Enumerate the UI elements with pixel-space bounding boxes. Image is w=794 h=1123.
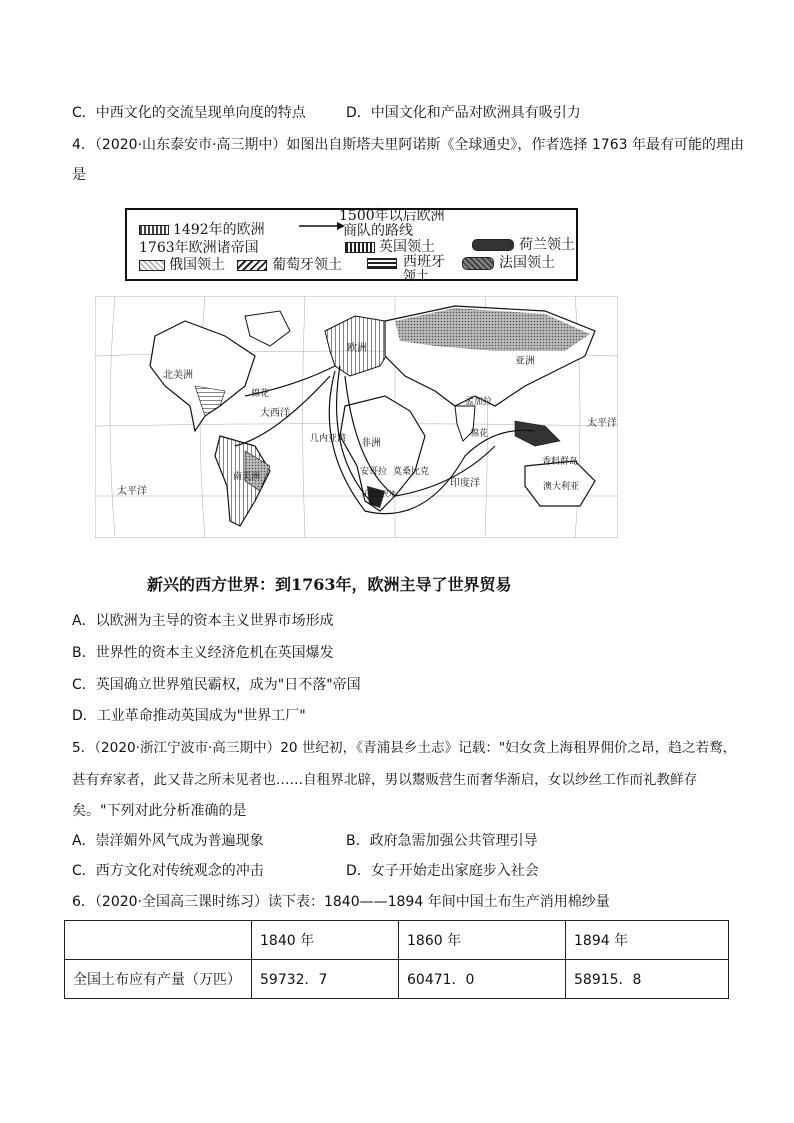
- q4-option-a: A．以欧洲为主导的资本主义世界市场形成: [72, 613, 334, 629]
- table-cell: 60471．0: [399, 960, 566, 999]
- legend-dutch: 荷兰领土: [519, 237, 575, 253]
- russian-swatch: [139, 260, 165, 271]
- europe-1492-swatch: [139, 225, 169, 235]
- table-header-row: [65, 921, 729, 960]
- q5-option-a: A．崇洋媚外风气成为普遍现象: [72, 833, 264, 849]
- label-south-america: 南美洲: [233, 472, 261, 482]
- label-north-america: 北美洲: [163, 370, 193, 381]
- table-cell: 58915．8: [566, 960, 729, 999]
- label-calcutta: 孟加拉: [465, 397, 493, 407]
- route-arrow-icon: [297, 220, 347, 232]
- label-asia: 亚洲: [515, 356, 535, 367]
- table-header-cell: 1860 年: [399, 921, 566, 960]
- british-swatch: [345, 242, 375, 253]
- portuguese-swatch: [237, 260, 267, 271]
- table-header-cell: 1894 年: [566, 921, 729, 960]
- label-africa: 非洲: [361, 438, 381, 449]
- q4-stem-line2: 是: [72, 167, 86, 183]
- q4-option-b: B．世界性的资本主义经济危机在英国爆发: [72, 645, 334, 661]
- q6-stem: 6．（2020·全国高三课时练习）读下表：1840——1894 年间中国土布生产消用棉纱量: [72, 894, 610, 910]
- q3-option-d: D．中国文化和产品对欧洲具有吸引力: [346, 105, 581, 121]
- legend-route-line1: 1500年以后欧洲: [339, 208, 445, 224]
- label-cotton-india: 棉花: [470, 429, 489, 439]
- label-pacific-left: 太平洋: [117, 486, 147, 497]
- legend-portuguese: 葡萄牙领土: [272, 257, 342, 273]
- cotton-table: [64, 920, 729, 999]
- table-header-cell: [65, 921, 252, 960]
- legend-british: 英国领土: [379, 239, 435, 255]
- label-spice-islands: 香料群岛: [542, 457, 579, 467]
- label-atlantic: 大西洋: [260, 408, 290, 419]
- q4-stem-line1: 4．（2020·山东泰安市·高三期中）如图出自斯塔夫里阿诺斯《全球通史》，作者选择 1763 年最有可能的理由: [72, 137, 744, 153]
- spanish-swatch: [367, 258, 397, 269]
- q5-option-d: D．女子开始走出家庭步入社会: [346, 863, 539, 879]
- legend-french: 法国领土: [499, 255, 555, 271]
- label-pacific-right: 太平洋: [587, 418, 617, 429]
- label-angola: 安哥拉: [360, 467, 388, 477]
- label-australia: 澳大利亚: [543, 482, 580, 492]
- legend-spanish-line2: 领土: [403, 269, 430, 284]
- label-cape: 开普殖民地: [361, 490, 396, 498]
- dutch-swatch: [472, 239, 514, 251]
- table-header-cell: 1840 年: [252, 921, 399, 960]
- world-trade-map: [95, 296, 618, 538]
- q5-option-b: B．政府急需加强公共管理引导: [346, 833, 538, 849]
- table-cell: 全国土布应有产量（万匹）: [65, 960, 252, 999]
- q3-option-c: C．中西文化的交流呈现单向度的特点: [72, 105, 306, 121]
- legend-russian: 俄国领土: [169, 257, 225, 273]
- legend-spanish-line1: 西班牙: [403, 254, 445, 270]
- q4-option-c: C．英国确立世界殖民霸权，成为"日不落"帝国: [72, 677, 361, 693]
- table-row: [65, 960, 729, 999]
- table-cell: 59732．7: [252, 960, 399, 999]
- figure-caption: 新兴的西方世界：到1763年，欧洲主导了世界贸易: [147, 575, 512, 594]
- label-indian-ocean: 印度洋: [450, 478, 480, 489]
- label-cotton-america: 棉花: [251, 389, 270, 399]
- french-swatch: [462, 257, 494, 270]
- q5-option-c: C．西方文化对传统观念的冲击: [72, 863, 264, 879]
- legend-europe-1492: 1492年的欧洲: [173, 222, 265, 238]
- legend-empires-1763: 1763年欧洲诸帝国: [139, 240, 259, 256]
- q4-option-d: D．工业革命推动英国成为"世界工厂": [72, 708, 306, 724]
- label-europe: 欧洲: [347, 343, 367, 354]
- q5-stem-line1: 5．（2020·浙江宁波市·高三期中）20 世纪初，《青浦县乡土志》记载："妇女贪上海租界佣价之昂，趋之若鹜，: [72, 740, 737, 756]
- q5-stem-line2: 甚有弃家者，此又昔之所未见者也……自租界北辟，男以鬻贩营生而奢华渐启，女以纱丝工作而礼教鲜存: [72, 772, 698, 788]
- map-legend: [125, 208, 578, 284]
- legend-route-line2: 商队的路线: [343, 223, 413, 239]
- label-mozambique: 莫桑比克: [393, 467, 430, 477]
- q5-stem-line3: 矣。"下列对此分析准确的是: [72, 803, 247, 819]
- label-guinea: 几内亚湾: [310, 434, 347, 444]
